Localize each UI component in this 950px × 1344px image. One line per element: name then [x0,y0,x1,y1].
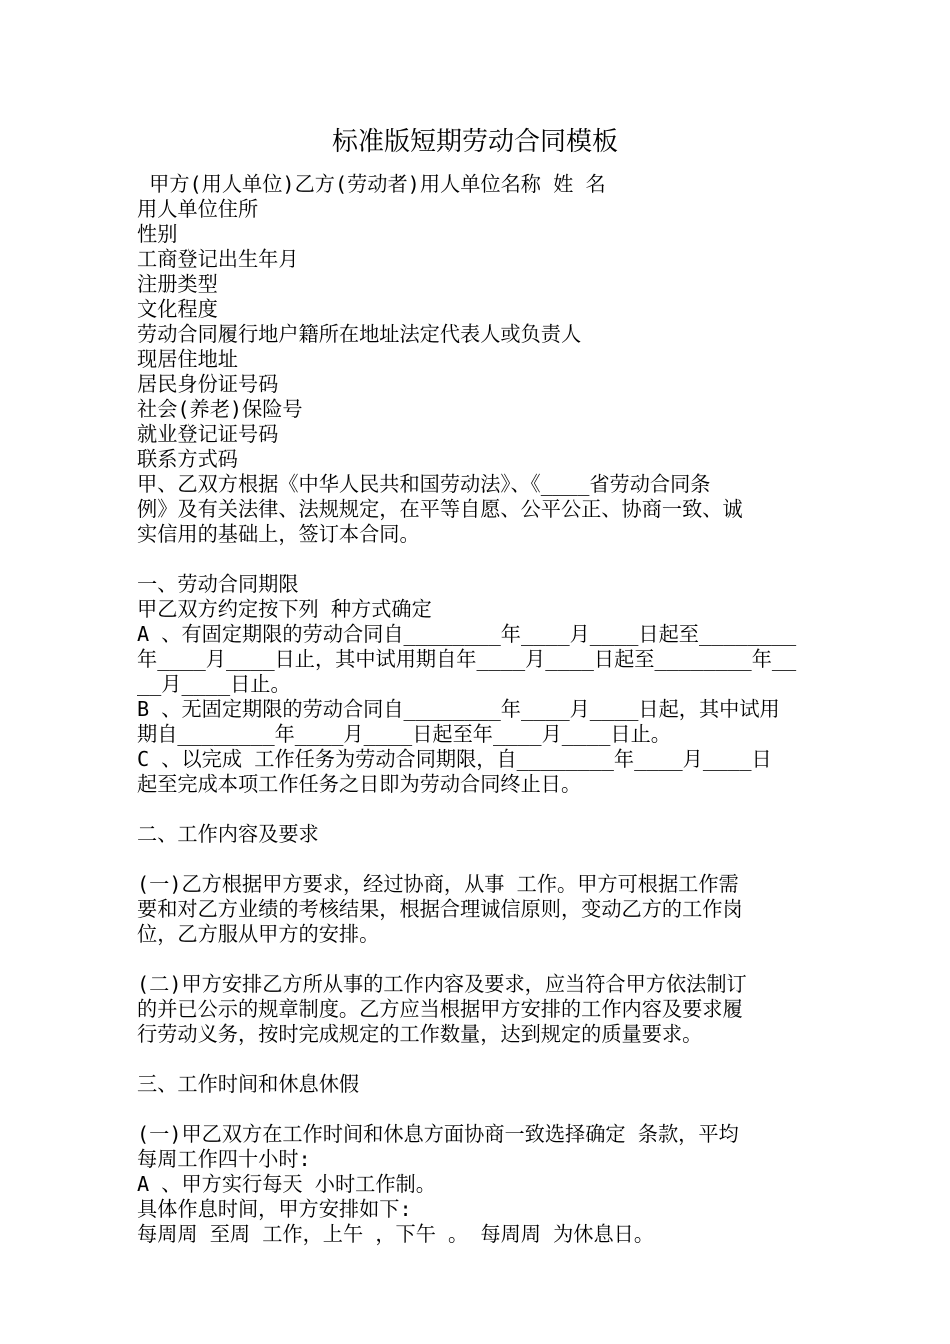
text-line: 性别 [137,222,178,246]
text-line: A 、甲方实行每天 小时工作制。 [137,1172,436,1196]
text-line: 一、劳动合同期限 [137,572,299,596]
text-line: 甲方(用人单位)乙方(劳动者)用人单位名称 姓 名 [137,172,606,196]
text-line: (一)甲乙双方在工作时间和休息方面协商一致选择确定 条款，平均 [137,1122,739,1146]
text-line: 甲、乙双方根据《中华人民共和国劳动法》、《____省劳动合同条 [137,472,711,496]
text-line: 位，乙方服从甲方的安排。 [137,922,380,946]
text-line: 劳动合同履行地户籍所在地址法定代表人或负责人 [137,322,582,346]
text-line: 行劳动义务，按时完成规定的工作数量，达到规定的质量要求。 [137,1022,703,1046]
text-line: 每周周 至周 工作，上午 ，下午 。 每周周 为休息日。 [137,1222,655,1246]
document-body [137,172,813,1247]
text-line: 三、工作时间和休息休假 [137,1072,360,1096]
blank-line [137,847,813,872]
blank-line [137,1097,813,1122]
blank-line [137,1047,813,1072]
text-line: 要和对乙方业绩的考核结果，根据合理诚信原则，变动乙方的工作岗 [137,897,743,921]
text-line: 起至完成本项工作任务之日即为劳动合同终止日。 [137,772,582,796]
blank-line [137,947,813,972]
text-line: 就业登记证号码 [137,422,279,446]
text-line: 联系方式码 [137,447,238,471]
text-line: 工商登记出生年月 [137,247,299,271]
text-line: 期自________年____月____日起至年____月____日止。 [137,722,671,746]
text-line: 用人单位住所 [137,197,259,221]
text-line: __月____日止。 [137,672,291,696]
text-line: A 、有固定期限的劳动合同自________年____月____日起至________ [137,622,797,646]
text-line: (二)甲方安排乙方所从事的工作内容及要求，应当符合甲方依法制订 [137,972,747,996]
text-line: 实信用的基础上，签订本合同。 [137,522,420,546]
text-line: 的并已公示的规章制度。乙方应当根据甲方安排的工作内容及要求履 [137,997,743,1021]
text-line: (一)乙方根据甲方要求，经过协商，从事 工作。甲方可根据工作需 [137,872,739,896]
text-line: B 、无固定期限的劳动合同自________年____月____日起，其中试用 [137,697,780,721]
text-line: 每周工作四十小时: [137,1147,311,1171]
text-line: C 、以完成 工作任务为劳动合同期限，自________年____月____日 [137,747,772,771]
text-line: 二、工作内容及要求 [137,822,319,846]
text-line: 居民身份证号码 [137,372,279,396]
blank-line [137,797,813,822]
text-line: 例》及有关法律、法规规定，在平等自愿、公平公正、协商一致、诚 [137,497,743,521]
text-line: 注册类型 [137,272,218,296]
text-line: 年____月____日止，其中试用期自年____月____日起至________年__ [137,647,797,671]
text-line: 具体作息时间，甲方安排如下: [137,1197,412,1221]
document-title: 标准版短期劳动合同模板 [331,127,618,158]
text-line: 甲乙双方约定按下列 种方式确定 [137,597,432,621]
text-line: 社会(养老)保险号 [137,397,303,421]
blank-line [137,547,813,572]
text-line: 现居住地址 [137,347,238,371]
text-line: 文化程度 [137,297,218,321]
